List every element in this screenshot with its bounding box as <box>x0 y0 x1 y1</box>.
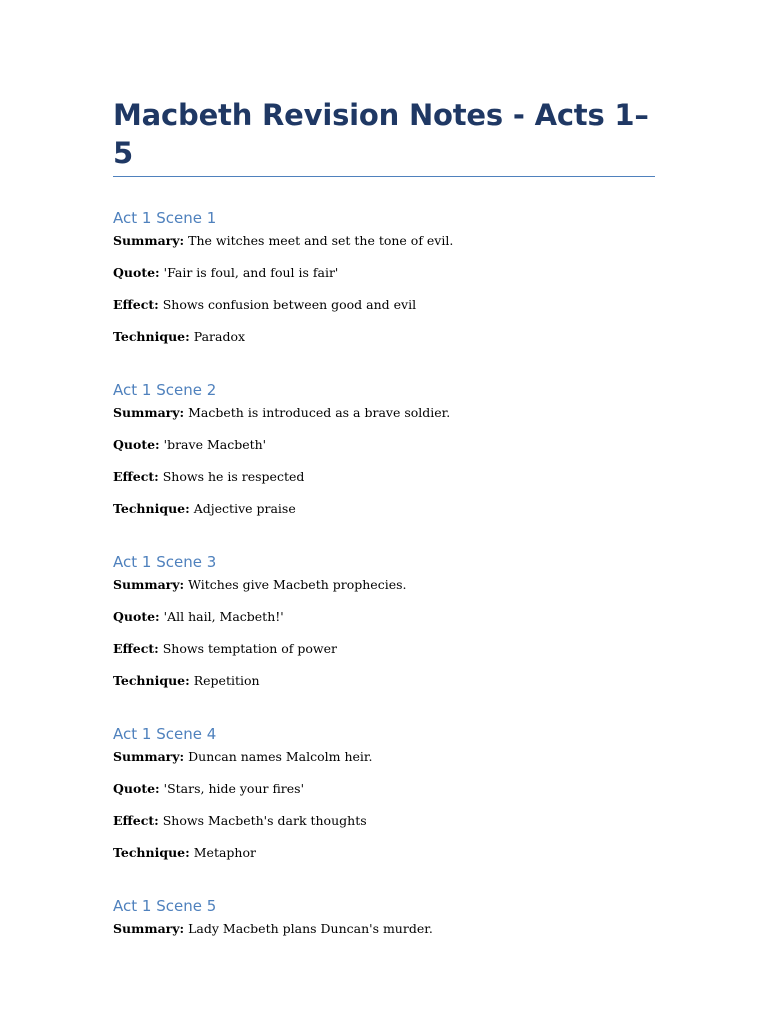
scene-section <box>113 896 655 938</box>
effect-line <box>113 468 655 486</box>
effect-text: Shows temptation of power <box>162 641 338 656</box>
quote-line <box>113 608 655 626</box>
effect-text: Shows confusion between good and evil <box>162 297 417 312</box>
scene-heading: Act 1 Scene 2 <box>113 381 217 399</box>
summary-line <box>113 404 655 422</box>
summary-label: Summary: <box>113 921 185 936</box>
summary-label: Summary: <box>113 749 185 764</box>
scene-heading: Act 1 Scene 5 <box>113 897 217 915</box>
summary-text: Macbeth is introduced as a brave soldier. <box>188 405 451 420</box>
technique-text: Paradox <box>193 329 246 344</box>
scene-section <box>113 724 655 862</box>
quote-text: 'All hail, Macbeth!' <box>163 609 284 624</box>
technique-label: Technique: <box>113 329 190 344</box>
summary-label: Summary: <box>113 577 185 592</box>
quote-label: Quote: <box>113 781 160 796</box>
effect-text: Shows Macbeth's dark thoughts <box>162 813 367 828</box>
summary-text: Witches give Macbeth prophecies. <box>188 577 407 592</box>
summary-label: Summary: <box>113 405 185 420</box>
summary-label: Summary: <box>113 233 185 248</box>
technique-line <box>113 844 655 862</box>
technique-text: Repetition <box>193 673 260 688</box>
quote-text: 'brave Macbeth' <box>163 437 267 452</box>
technique-label: Technique: <box>113 673 190 688</box>
summary-line <box>113 748 655 766</box>
document-page <box>113 96 655 938</box>
effect-label: Effect: <box>113 813 159 828</box>
effect-label: Effect: <box>113 641 159 656</box>
technique-text: Metaphor <box>193 845 256 860</box>
effect-label: Effect: <box>113 469 159 484</box>
scene-heading: Act 1 Scene 1 <box>113 209 217 227</box>
effect-text: Shows he is respected <box>162 469 305 484</box>
scene-heading: Act 1 Scene 4 <box>113 725 217 743</box>
technique-line <box>113 672 655 690</box>
technique-label: Technique: <box>113 501 190 516</box>
document-title: Macbeth Revision Notes - Acts 1–5 <box>113 98 649 170</box>
summary-line <box>113 576 655 594</box>
effect-label: Effect: <box>113 297 159 312</box>
summary-line <box>113 920 655 938</box>
technique-line <box>113 500 655 518</box>
quote-line <box>113 436 655 454</box>
scene-section <box>113 552 655 690</box>
quote-text: 'Stars, hide your fires' <box>163 781 305 796</box>
quote-text: 'Fair is foul, and foul is fair' <box>163 265 339 280</box>
technique-text: Adjective praise <box>193 501 296 516</box>
title-underline <box>113 176 655 177</box>
scene-heading: Act 1 Scene 3 <box>113 553 217 571</box>
scene-section <box>113 208 655 346</box>
quote-label: Quote: <box>113 609 160 624</box>
technique-label: Technique: <box>113 845 190 860</box>
scene-section <box>113 380 655 518</box>
effect-line <box>113 812 655 830</box>
summary-text: Lady Macbeth plans Duncan's murder. <box>188 921 433 936</box>
summary-line <box>113 232 655 250</box>
quote-line <box>113 264 655 282</box>
summary-text: The witches meet and set the tone of evil. <box>188 233 454 248</box>
quote-line <box>113 780 655 798</box>
quote-label: Quote: <box>113 265 160 280</box>
effect-line <box>113 640 655 658</box>
effect-line <box>113 296 655 314</box>
quote-label: Quote: <box>113 437 160 452</box>
summary-text: Duncan names Malcolm heir. <box>188 749 373 764</box>
technique-line <box>113 328 655 346</box>
